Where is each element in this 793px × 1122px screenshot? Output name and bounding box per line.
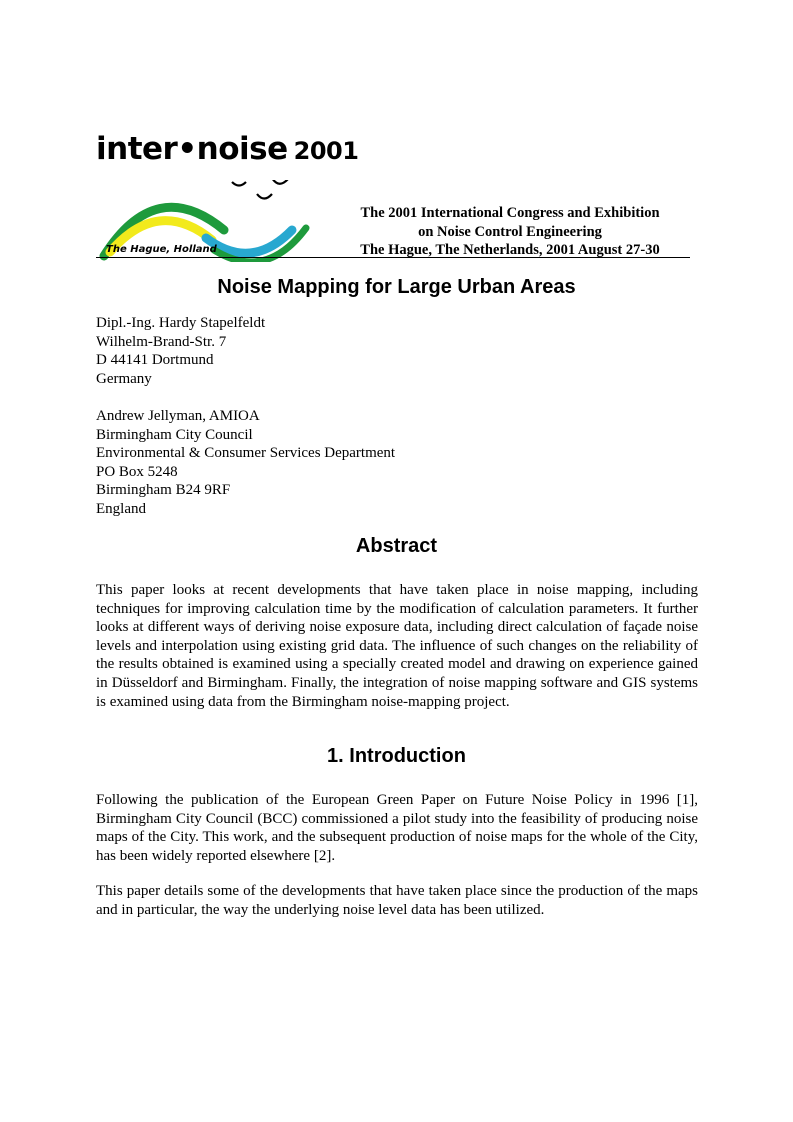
address-line: Environmental & Consumer Services Department (96, 445, 396, 462)
address-line: D 44141 Dortmund (96, 352, 214, 369)
address-line: Birmingham City Council (96, 426, 253, 443)
abstract-heading: Abstract (355, 535, 438, 557)
conference-line-3: The Hague, The Netherlands, 2001 August 27-30 (360, 242, 660, 258)
conference-info (330, 204, 690, 260)
address-line: England (96, 500, 146, 517)
address-line: PO Box 5248 (96, 463, 178, 480)
logo-wordmark: inter•noise (96, 131, 288, 167)
logo-smile-3 (257, 194, 272, 199)
logo-title (96, 131, 359, 167)
introduction-paragraph-2: This paper details some of the developments that have taken place since the production of the maps and in particular, the way the underlying noise level data has been utilized. (96, 883, 698, 918)
introduction-paragraph-1: Following the publication of the European Green Paper on Future Noise Policy in 1996 [1], Birmingham City Council (BCC) commissioned a pilot study into the feasibility of producing noise maps of the City. This work, and the subsequent production of noise maps for the whole of the City, has been widely reported elsewhere [2]. (96, 792, 698, 864)
introduction-heading: 1. Introduction (327, 745, 466, 767)
author-address-1 (96, 314, 265, 388)
address-line: Germany (96, 370, 152, 387)
address-line: Wilhelm-Brand-Str. 7 (96, 333, 227, 350)
logo-smile-1 (232, 182, 246, 186)
abstract-text: This paper looks at recent developments that have taken place in noise mapping, including techniques for improving calculation time by the modification of calculation parameters. It further looks at different ways of deriving noise exposure data, including direct calculation of façade noise levels and interpolation using existing grid data. The influence of such changes on the reliability of the results obtained is examined using a specially created model and drawing on experience gained in Düsseldorf and Birmingham. Finally, the integration of noise mapping software and GIS systems is examined using data from the Birmingham noise-mapping project. (96, 582, 698, 710)
conference-logo (96, 131, 359, 262)
logo-smile-2 (272, 180, 288, 184)
author-address-2 (96, 407, 395, 519)
conference-line-1: The 2001 International Congress and Exhibition (360, 205, 660, 221)
header-rule (96, 257, 690, 258)
address-line: Dipl.-Ing. Hardy Stapelfeldt (96, 315, 266, 331)
logo-year: 2001 (293, 137, 359, 165)
address-line: Birmingham B24 9RF (96, 482, 231, 499)
address-line: Andrew Jellyman, AMIOA (96, 408, 260, 424)
logo-city: The Hague, Holland (106, 244, 217, 255)
conference-line-2: on Noise Control Engineering (418, 223, 602, 240)
paper-title: Noise Mapping for Large Urban Areas (217, 276, 576, 298)
